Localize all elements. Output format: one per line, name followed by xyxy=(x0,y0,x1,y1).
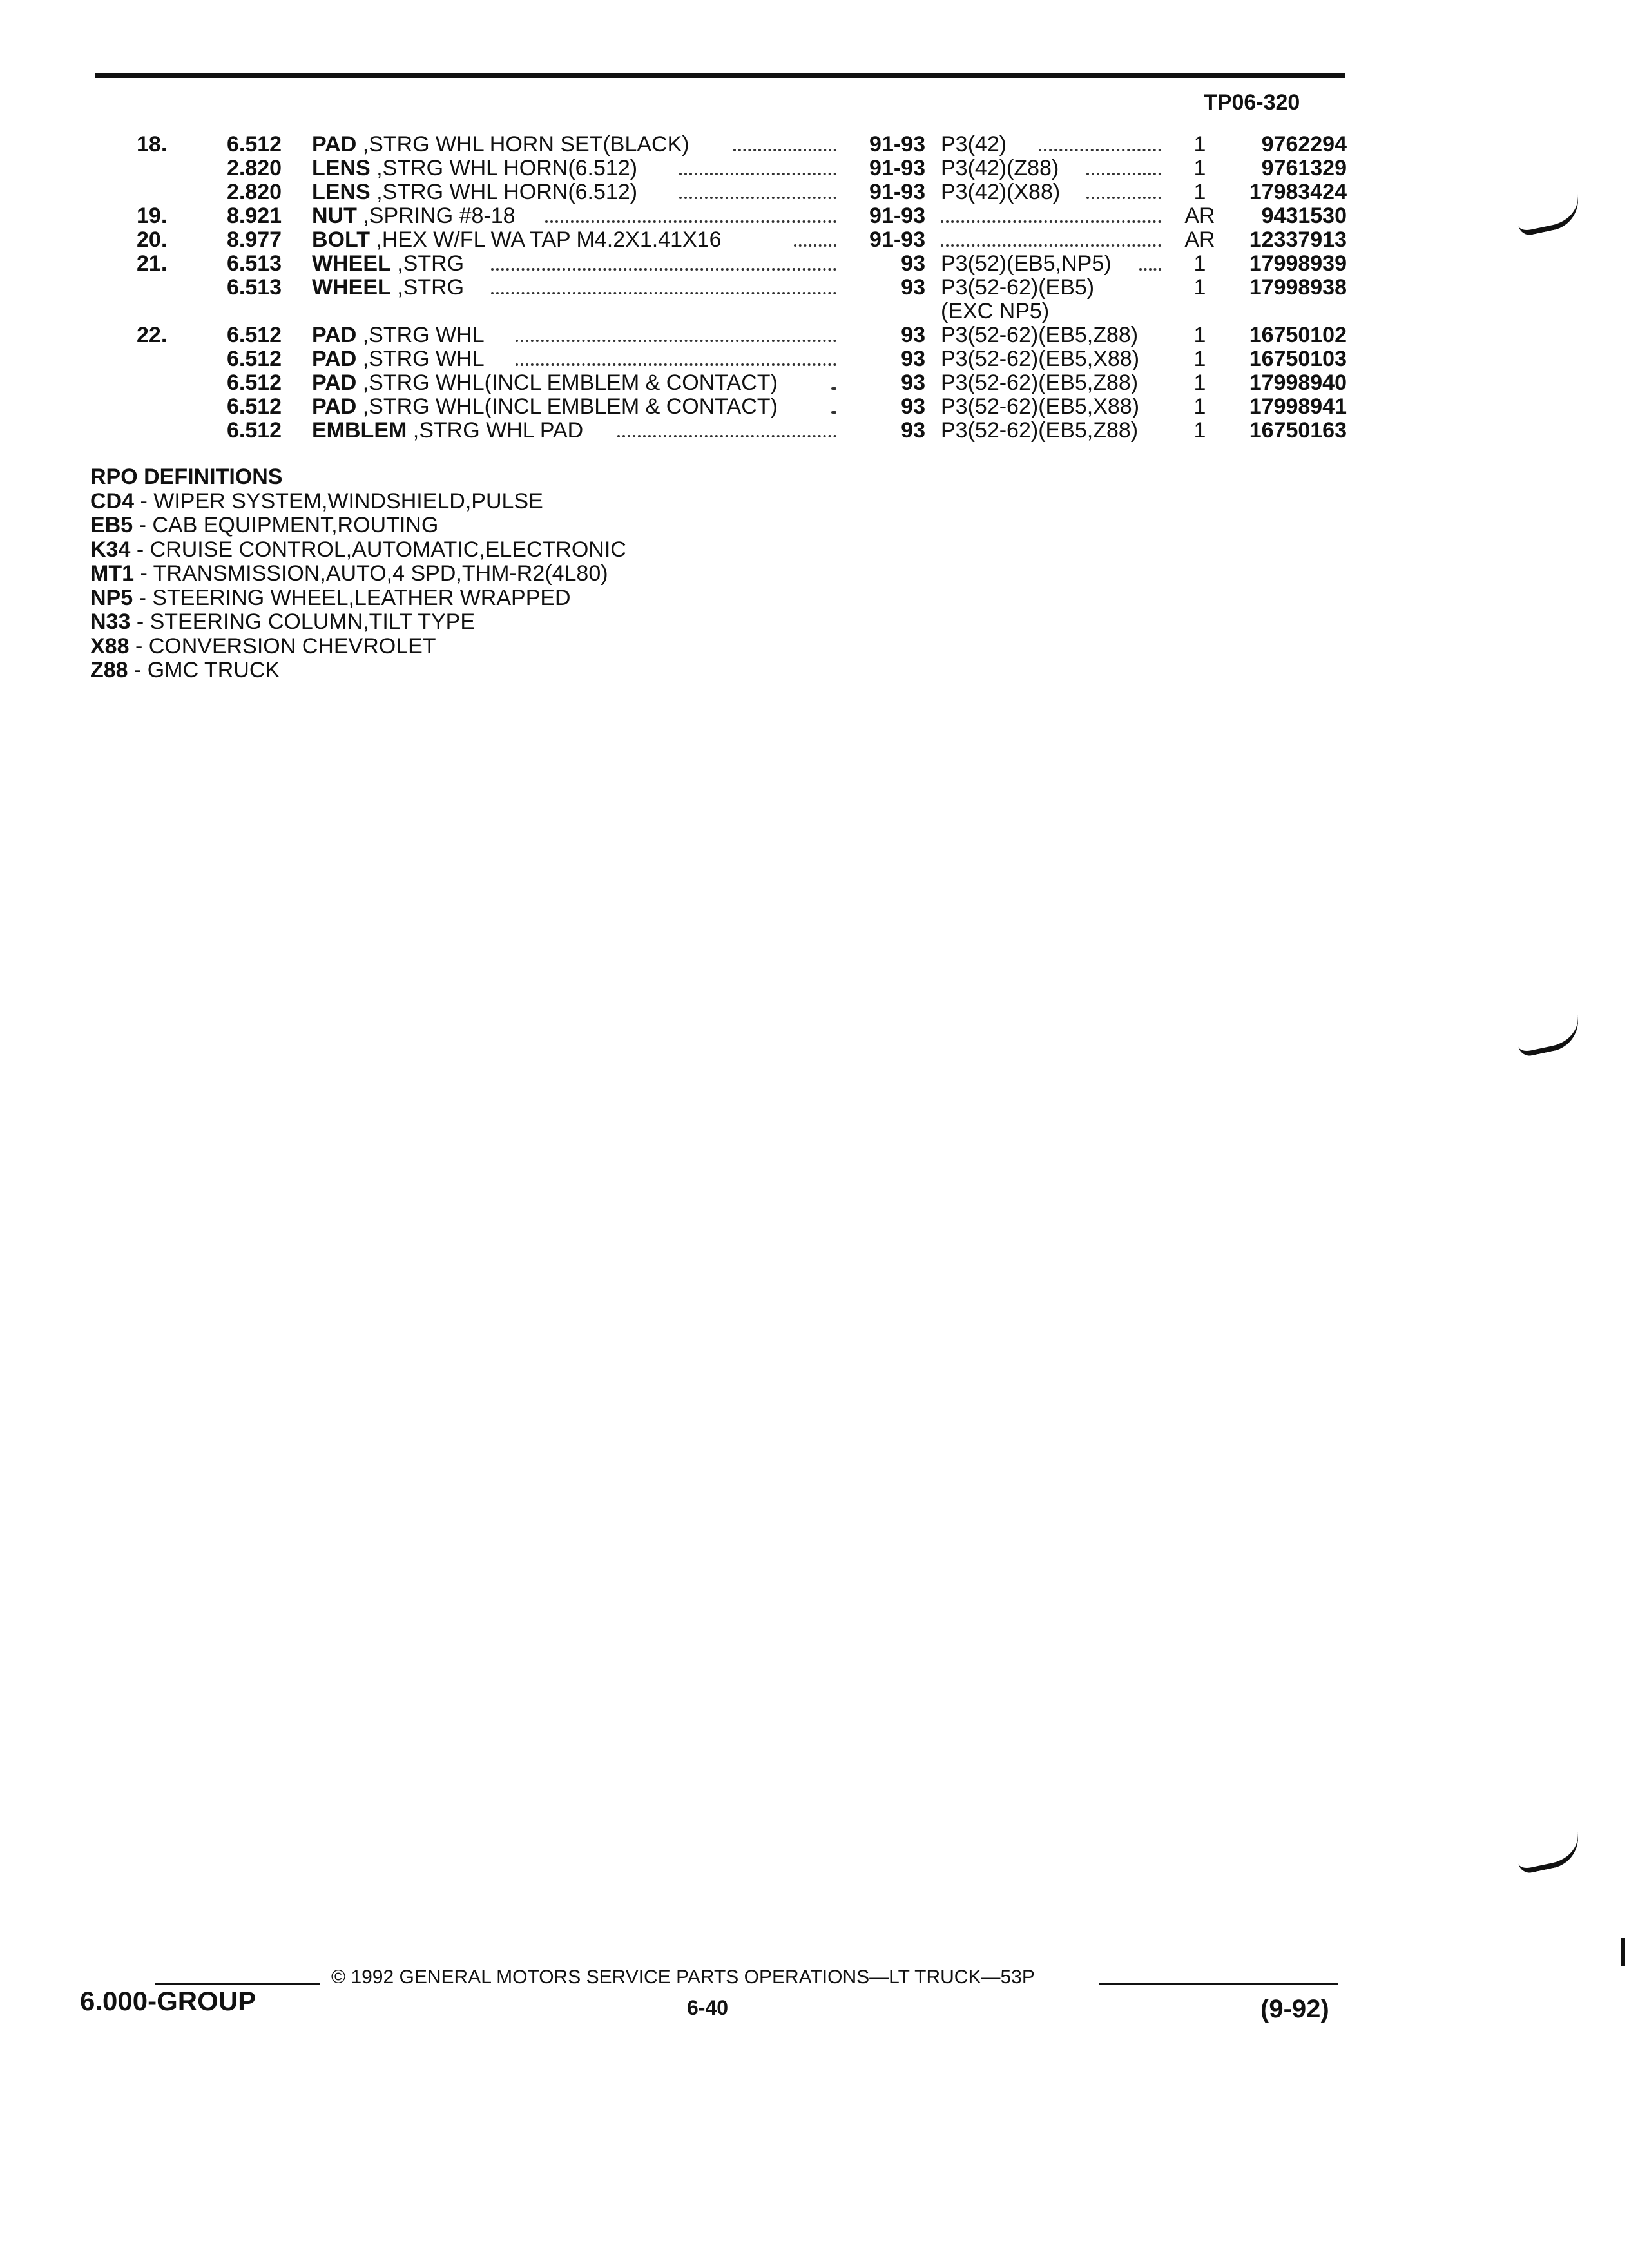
dot-leader xyxy=(1086,175,1161,199)
application: P3(52-62)(EB5,Z88) xyxy=(941,323,1139,347)
part-number: 12337913 xyxy=(1249,227,1347,252)
quantity: 1 xyxy=(1193,156,1206,180)
rpo-code: EB5 xyxy=(90,513,133,537)
rpo-code: NP5 xyxy=(90,585,133,610)
rpo-text: - TRANSMISSION,AUTO,4 SPD,THM-R2(4L80) xyxy=(134,561,608,586)
model-years: 93 xyxy=(901,370,925,395)
table-row xyxy=(0,347,1629,371)
model-years: 93 xyxy=(901,418,925,443)
part-description xyxy=(312,418,583,443)
group-number: 6.512 xyxy=(227,347,282,371)
dot-leader xyxy=(617,413,836,437)
top-rule xyxy=(95,73,1345,78)
part-description xyxy=(312,323,485,347)
part-desc: ,STRG WHL HORN SET(BLACK) xyxy=(356,132,689,157)
part-desc: ,STRG WHL HORN(6.512) xyxy=(370,156,638,180)
quantity: 1 xyxy=(1193,394,1206,419)
application: P3(52-62)(EB5,X88) xyxy=(941,394,1140,419)
rpo-item xyxy=(90,562,626,586)
part-desc: ,STRG WHL HORN(6.512) xyxy=(370,180,638,204)
group-number: 2.820 xyxy=(227,156,282,180)
rpo-code: MT1 xyxy=(90,561,134,586)
part-number: 9431530 xyxy=(1261,204,1347,228)
group-number: 6.512 xyxy=(227,323,282,347)
part-description xyxy=(312,251,464,276)
application: (EXC NP5) xyxy=(941,299,1050,323)
dot-leader xyxy=(1039,127,1161,151)
model-years: 91-93 xyxy=(869,132,925,157)
rpo-item xyxy=(90,658,626,683)
dot-leader xyxy=(831,389,836,414)
part-desc: ,STRG WHL(INCL EMBLEM & CONTACT) xyxy=(356,394,778,419)
part-number: 17998938 xyxy=(1249,275,1347,300)
footer-group: 6.000-GROUP xyxy=(80,1986,256,2016)
quantity: 1 xyxy=(1193,251,1206,276)
application: P3(52-62)(EB5,X88) xyxy=(941,347,1140,371)
rpo-title: RPO DEFINITIONS xyxy=(90,465,283,489)
part-name: PAD xyxy=(312,323,357,347)
part-name: LENS xyxy=(312,180,371,204)
part-description xyxy=(312,132,689,157)
application: P3(52-62)(EB5,Z88) xyxy=(941,418,1139,443)
quantity: 1 xyxy=(1193,180,1206,204)
model-years: 93 xyxy=(901,347,925,371)
item-number: 22. xyxy=(137,323,168,347)
part-number: 16750163 xyxy=(1249,418,1347,443)
part-desc: ,SPRING #8-18 xyxy=(356,204,516,228)
part-description xyxy=(312,370,778,395)
binder-mark xyxy=(1514,1014,1584,1058)
rpo-item xyxy=(90,586,626,611)
quantity: AR xyxy=(1184,204,1215,228)
part-desc: ,STRG xyxy=(390,275,465,300)
group-number: 6.513 xyxy=(227,275,282,300)
part-name: PAD xyxy=(312,370,357,395)
part-name: EMBLEM xyxy=(312,418,407,443)
part-desc: ,STRG WHL PAD xyxy=(407,418,584,443)
revision-date: (9-92) xyxy=(1260,1995,1329,2023)
part-description xyxy=(312,204,516,228)
part-number: 17998941 xyxy=(1249,394,1347,419)
part-name: LENS xyxy=(312,156,371,180)
rpo-code: X88 xyxy=(90,633,130,658)
application: P3(42)(X88) xyxy=(941,180,1061,204)
part-description xyxy=(312,275,464,300)
group-number: 8.977 xyxy=(227,227,282,252)
dot-leader xyxy=(941,198,1161,223)
part-name: WHEEL xyxy=(312,275,391,300)
part-number: 17998940 xyxy=(1249,370,1347,395)
rpo-item xyxy=(90,490,626,514)
model-years: 93 xyxy=(901,394,925,419)
part-number: 9762294 xyxy=(1261,132,1347,157)
rpo-text: - STEERING WHEEL,LEATHER WRAPPED xyxy=(133,585,571,610)
part-description xyxy=(312,347,485,371)
model-years: 91-93 xyxy=(869,227,925,252)
group-number: 2.820 xyxy=(227,180,282,204)
part-name: WHEEL xyxy=(312,251,391,276)
footer-rule xyxy=(1099,1983,1338,1985)
rpo-code: CD4 xyxy=(90,488,135,514)
rpo-definitions xyxy=(90,465,626,683)
part-number: 17998939 xyxy=(1249,251,1347,276)
model-years: 91-93 xyxy=(869,180,925,204)
group-number: 8.921 xyxy=(227,204,282,228)
part-name: PAD xyxy=(312,132,357,157)
edge-mark xyxy=(1621,1938,1625,1966)
rpo-text: - CONVERSION CHEVROLET xyxy=(129,633,436,658)
item-number: 21. xyxy=(137,251,168,276)
quantity: 1 xyxy=(1193,347,1206,371)
part-description xyxy=(312,156,637,180)
rpo-item xyxy=(90,514,626,538)
rpo-text: - GMC TRUCK xyxy=(128,658,280,682)
part-desc: ,STRG WHL(INCL EMBLEM & CONTACT) xyxy=(356,370,778,395)
part-name: PAD xyxy=(312,347,357,371)
item-number: 18. xyxy=(137,132,168,157)
application: P3(42)(Z88) xyxy=(941,156,1059,180)
dot-leader xyxy=(941,222,1161,247)
rpo-text: - CRUISE CONTROL,AUTOMATIC,ELECTRONIC xyxy=(130,537,626,562)
dot-leader xyxy=(1139,246,1161,271)
dot-leader xyxy=(516,318,836,342)
dot-leader xyxy=(545,198,836,223)
part-number: 16750102 xyxy=(1249,323,1347,347)
part-name: NUT xyxy=(312,204,357,228)
part-desc: ,STRG WHL xyxy=(356,323,485,347)
application: P3(42) xyxy=(941,132,1007,157)
rpo-code: K34 xyxy=(90,537,131,562)
part-name: BOLT xyxy=(312,227,371,252)
dot-leader xyxy=(831,365,836,390)
part-number: 9761329 xyxy=(1261,156,1347,180)
part-desc: ,STRG WHL xyxy=(356,347,485,371)
application: P3(52-62)(EB5,Z88) xyxy=(941,370,1139,395)
rpo-code: N33 xyxy=(90,610,131,634)
quantity: 1 xyxy=(1193,275,1206,300)
table-row xyxy=(0,370,1629,395)
model-years: 91-93 xyxy=(869,204,925,228)
item-number: 20. xyxy=(137,227,168,252)
application: P3(52)(EB5,NP5) xyxy=(941,251,1112,276)
rpo-text: - STEERING COLUMN,TILT TYPE xyxy=(130,610,476,634)
model-years: 93 xyxy=(901,251,925,276)
item-number: 19. xyxy=(137,204,168,228)
part-name: PAD xyxy=(312,394,357,419)
part-number: 16750103 xyxy=(1249,347,1347,371)
page-code: TP06-320 xyxy=(1204,90,1300,115)
model-years: 91-93 xyxy=(869,156,925,180)
part-number: 17983424 xyxy=(1249,180,1347,204)
model-years: 93 xyxy=(901,275,925,300)
group-number: 6.512 xyxy=(227,418,282,443)
quantity: 1 xyxy=(1193,418,1206,443)
part-desc: ,HEX W/FL WA TAP M4.2X1.41X16 xyxy=(370,227,722,252)
part-desc: ,STRG xyxy=(390,251,465,276)
application: P3(52-62)(EB5) xyxy=(941,275,1095,300)
dot-leader xyxy=(679,175,836,199)
rpo-text: - CAB EQUIPMENT,ROUTING xyxy=(133,513,439,537)
table-row xyxy=(0,418,1629,443)
rpo-code: Z88 xyxy=(90,658,128,682)
rpo-item xyxy=(90,610,626,635)
quantity: 1 xyxy=(1193,370,1206,395)
dot-leader xyxy=(1086,151,1161,175)
group-number: 6.513 xyxy=(227,251,282,276)
group-number: 6.512 xyxy=(227,132,282,157)
binder-mark xyxy=(1514,1831,1584,1875)
dot-leader xyxy=(794,222,836,247)
footer-rule xyxy=(155,1983,320,1985)
quantity: 1 xyxy=(1193,323,1206,347)
dot-leader xyxy=(491,246,836,271)
dot-leader xyxy=(491,270,836,294)
dot-leader xyxy=(516,341,836,366)
quantity: 1 xyxy=(1193,132,1206,157)
table-row xyxy=(0,275,1629,300)
footer-copyright: © 1992 GENERAL MOTORS SERVICE PARTS OPERATIONS—LT TRUCK—53P xyxy=(331,1966,1035,1988)
group-number: 6.512 xyxy=(227,394,282,419)
rpo-text: - WIPER SYSTEM,WINDSHIELD,PULSE xyxy=(134,488,543,514)
rpo-item xyxy=(90,538,626,562)
page-number: 6-40 xyxy=(687,1996,729,2019)
dot-leader xyxy=(679,151,836,175)
dot-leader xyxy=(733,127,836,151)
rpo-item xyxy=(90,635,626,659)
quantity: AR xyxy=(1184,227,1215,252)
group-number: 6.512 xyxy=(227,370,282,395)
model-years: 93 xyxy=(901,323,925,347)
